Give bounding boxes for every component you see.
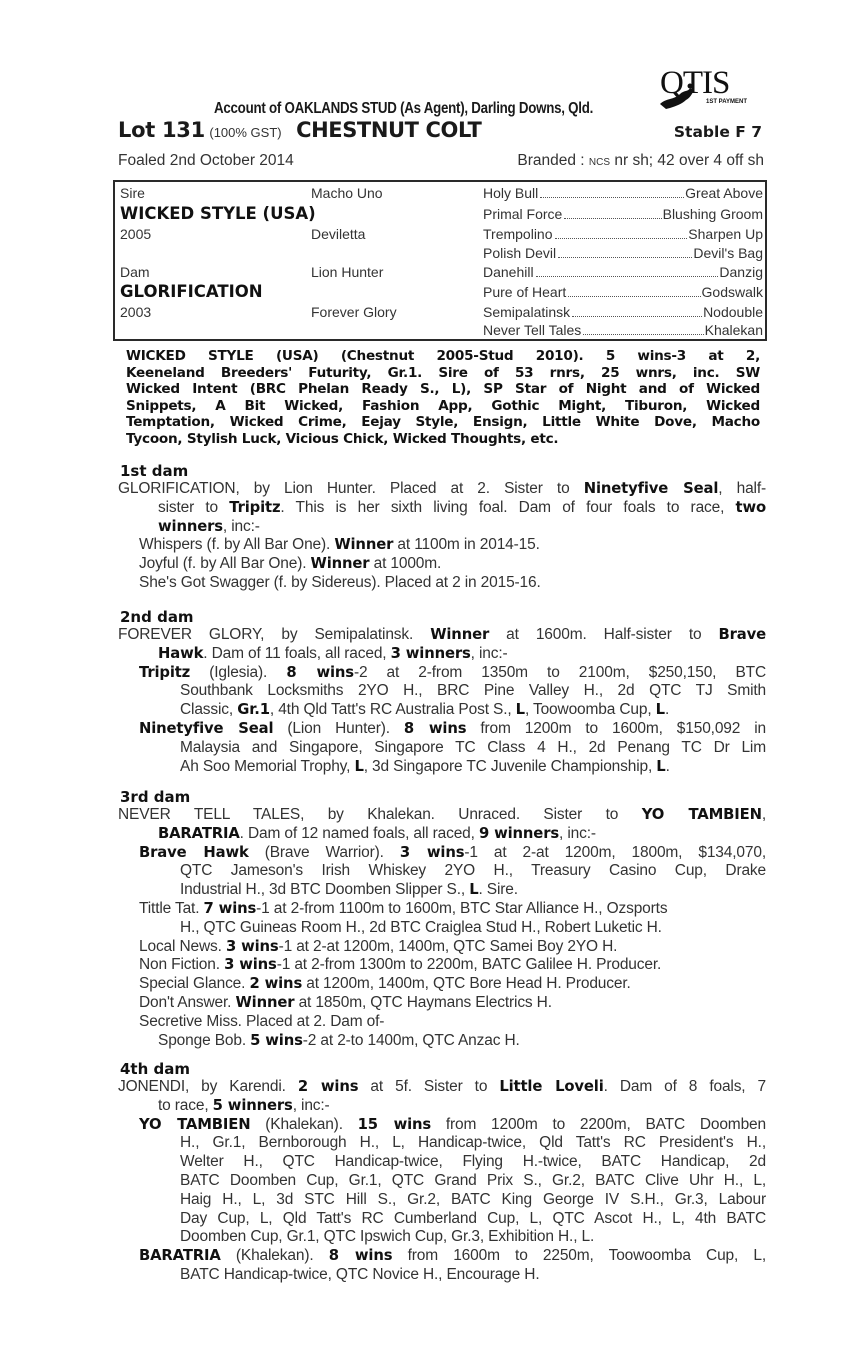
progeny-line: Welter H., QTC Handicap-twice, Flying H.-twice, BATC Handicap, 2d <box>180 1153 766 1171</box>
leader-dots <box>540 185 684 198</box>
ancestor-right: Sharpen Up <box>688 226 763 242</box>
progeny-line: Industrial H., 3d BTC Doomben Slipper S., L. Sire. <box>180 881 518 899</box>
ancestor-row <box>483 206 763 224</box>
summary-line: Keeneland Breeders' Futurity, Gr.1. Sire of 53 rnrs, 25 wnrs, inc. SW <box>126 364 760 381</box>
logo-subtitle: 1ST PAYMENT <box>706 99 748 105</box>
lot-number: Lot 131 <box>118 118 205 142</box>
leader-dots <box>555 226 688 239</box>
sire-name: WICKED STYLE (USA) <box>120 204 316 223</box>
progeny-line: Sponge Bob. 5 wins-2 at 2-to 1400m, QTC Anzac H. <box>158 1031 520 1049</box>
summary-line: Temptation, Wicked Crime, Eejay Style, Ensign, Little White Dove, Macho <box>126 414 760 431</box>
foaled-branded-line <box>118 152 764 170</box>
second-dam-section <box>118 608 766 776</box>
ancestor-row <box>483 245 763 263</box>
sire-label: Sire <box>120 185 145 201</box>
text-line: Hawk. Dam of 11 foals, all raced, 3 winners, inc:- <box>158 644 508 662</box>
dam-year: 2003 <box>120 304 152 320</box>
ancestor-row <box>483 264 763 282</box>
text-line: JONENDI, by Karendi. 2 wins at 5f. Sister to Little Loveli. Dam of 8 foals, 7 <box>118 1078 766 1095</box>
gst-note: (100% GST) <box>209 125 282 140</box>
text-line: sister to Tripitz. This is her sixth living foal. Dam of four foals to race, two <box>158 498 766 516</box>
third-dam-section <box>118 788 766 1050</box>
text-line: to race, 5 winners, inc:- <box>158 1096 330 1114</box>
ancestor-left: Holy Bull <box>483 185 539 201</box>
branded-info <box>517 152 764 170</box>
dam-label: Dam <box>120 264 150 280</box>
ancestor-left: Danehill <box>483 264 534 280</box>
section-heading: 3rd dam <box>120 788 191 806</box>
text-line: GLORIFICATION, by Lion Hunter. Placed at 2. Sister to Ninetyfive Seal, half- <box>118 480 766 497</box>
branded-label: Branded : <box>517 152 589 169</box>
progeny-line: H., Gr.1, Bernborough H., L, Handicap-twice, Qld Tatt's RC President's H., <box>180 1134 766 1152</box>
leader-dots <box>558 245 692 258</box>
ancestor-left: Trempolino <box>483 226 553 242</box>
dam-sire: Lion Hunter <box>311 264 384 280</box>
ancestor-row <box>483 226 763 244</box>
progeny-line: Haig H., L, 3d STC Hill S., Gr.2, BATC King George IV S.H., Gr.3, Labour <box>180 1190 766 1208</box>
section-heading: 1st dam <box>120 462 189 480</box>
ancestor-right: Blushing Groom <box>662 206 763 222</box>
progeny-line: Special Glance. 2 wins at 1200m, 1400m, QTC Bore Head H. Producer. <box>139 975 631 993</box>
progeny-line: BATC Handicap-twice, QTC Novice H., Encourage H. <box>180 1265 540 1283</box>
section-heading: 2nd dam <box>120 608 194 626</box>
progeny-line: Day Cup, L, Qld Tatt's RC Cumberland Cup, L, QTC Ascot H., L, 4th BATC <box>180 1209 766 1227</box>
dam-name: GLORIFICATION <box>120 282 263 301</box>
fourth-dam-section <box>118 1060 766 1285</box>
sire-year: 2005 <box>120 226 152 242</box>
summary-line: Tycoon, Stylish Luck, Vicious Chick, Wicked Thoughts, etc. <box>126 430 559 447</box>
sire-sire: Macho Uno <box>311 185 383 201</box>
progeny-line: Whispers (f. by All Bar One). Winner at 1100m in 2014-15. <box>139 536 540 554</box>
vendor-account: Account of OAKLANDS STUD (As Agent), Darling Downs, Qld. <box>214 100 594 117</box>
dam-dam: Forever Glory <box>311 304 397 320</box>
progeny-line: Southbank Locksmiths 2YO H., BRC Pine Valley H., 2d QTC TJ Smith <box>180 682 766 700</box>
progeny-line: Non Fiction. 3 wins-1 at 2-from 1300m to 2200m, BATC Galilee H. Producer. <box>139 956 662 974</box>
horse-description: CHESTNUT COLT <box>296 118 482 142</box>
progeny-line: Tittle Tat. 7 wins-1 at 2-from 1100m to 1600m, BTC Star Alliance H., Ozsports <box>139 899 668 917</box>
progeny-line: Doomben Cup, Gr.1, QTC Ipswich Cup, Gr.3, Exhibition H., L. <box>180 1228 595 1246</box>
ancestor-row <box>483 322 763 340</box>
progeny-line: BATC Doomben Cup, Gr.1, QTC Grand Prix S., Gr.2, BATC Clive Uhr H., L, <box>180 1171 766 1189</box>
foaled-date: Foaled 2nd October 2014 <box>118 152 294 169</box>
sire-dam: Deviletta <box>311 226 366 242</box>
ancestor-left: Primal Force <box>483 206 563 222</box>
branded-marks: nr sh; 42 over 4 off sh <box>610 152 764 169</box>
progeny-line: QTC Jameson's Irish Whiskey 2YO H., Treasury Casino Cup, Drake <box>180 862 766 880</box>
ancestor-right: Godswalk <box>701 284 763 300</box>
text-line: winners, inc:- <box>158 517 260 535</box>
sire-summary <box>126 348 760 448</box>
progeny-line: Classic, Gr.1, 4th Qld Tatt's RC Australia Post S., L, Toowoomba Cup, L. <box>180 701 670 719</box>
progeny-line: Secretive Miss. Placed at 2. Dam of- <box>139 1012 385 1030</box>
progeny-line: Ah Soo Memorial Trophy, L, 3d Singapore TC Juvenile Championship, L. <box>180 757 670 775</box>
pedigree-table <box>113 180 767 341</box>
summary-line: Wicked Intent (BRC Phelan Ready S., L), SP Star of Night and of Wicked <box>126 381 760 398</box>
progeny-line: Joyful (f. by All Bar One). Winner at 1000m. <box>139 555 442 573</box>
ancestor-left: Pure of Heart <box>483 284 567 300</box>
progeny-line: She's Got Swagger (f. by Sidereus). Placed at 2 in 2015-16. <box>139 573 541 591</box>
text-line: NEVER TELL TALES, by Khalekan. Unraced. Sister to YO TAMBIEN, <box>118 806 766 823</box>
progeny-line: Ninetyfive Seal (Lion Hunter). 8 wins from 1200m to 1600m, $150,092 in <box>139 719 766 737</box>
text-line: FOREVER GLORY, by Semipalatinsk. Winner at 1600m. Half-sister to Brave <box>118 626 766 643</box>
ancestor-right: Danzig <box>719 264 763 280</box>
ancestor-row <box>483 284 763 302</box>
progeny-line: Brave Hawk (Brave Warrior). 3 wins-1 at 2-at 1200m, 1800m, $134,070, <box>139 843 766 861</box>
leader-dots <box>568 284 700 297</box>
progeny-line: Local News. 3 wins-1 at 2-at 1200m, 1400m, QTC Samei Boy 2YO H. <box>139 937 618 955</box>
section-heading: 4th dam <box>120 1060 190 1078</box>
branded-ncs: NCS <box>588 157 611 168</box>
ancestor-left: Polish Devil <box>483 245 557 261</box>
first-dam-section <box>118 462 766 593</box>
ancestor-right: Nodouble <box>703 304 763 320</box>
ancestor-row <box>483 185 763 203</box>
leader-dots <box>564 206 661 219</box>
leader-dots <box>572 304 702 317</box>
progeny-line: Tripitz (Iglesia). 8 wins-2 at 2-from 1350m to 2100m, $250,150, BTC <box>139 663 767 681</box>
lot-line <box>118 118 766 148</box>
ancestor-right: Khalekan <box>704 322 763 338</box>
ancestor-left: Never Tell Tales <box>483 322 582 338</box>
progeny-line: BARATRIA (Khalekan). 8 wins from 1600m to 2250m, Toowoomba Cup, L, <box>139 1247 766 1265</box>
ancestor-row <box>483 304 763 322</box>
logo-wordmark: QTIS <box>660 65 730 101</box>
progeny-line: YO TAMBIEN (Khalekan). 15 wins from 1200m to 2200m, BATC Doomben <box>139 1115 766 1133</box>
ancestor-left: Semipalatinsk <box>483 304 571 320</box>
stable-location: Stable F 7 <box>673 123 762 141</box>
ancestor-right: Great Above <box>685 185 763 201</box>
leader-dots <box>583 322 703 335</box>
ancestor-right: Devil's Bag <box>693 245 763 261</box>
text-line: BARATRIA. Dam of 12 named foals, all raced, 9 winners, inc:- <box>158 824 596 842</box>
progeny-line: Don't Answer. Winner at 1850m, QTC Haymans Electrics H. <box>139 993 552 1011</box>
qtis-logo <box>654 66 764 110</box>
summary-line: WICKED STYLE (USA) (Chestnut 2005-Stud 2010). 5 wins-3 at 2, <box>126 348 760 364</box>
summary-line: Snippets, A Bit Wicked, Fashion App, Gothic Might, Tiburon, Wicked <box>126 397 760 414</box>
progeny-line: H., QTC Guineas Room H., 2d BTC Craiglea Stud H., Robert Luketic H. <box>180 918 662 936</box>
leader-dots <box>536 264 719 277</box>
progeny-line: Malaysia and Singapore, Singapore TC Class 4 H., 2d Penang TC Dr Lim <box>180 738 766 756</box>
